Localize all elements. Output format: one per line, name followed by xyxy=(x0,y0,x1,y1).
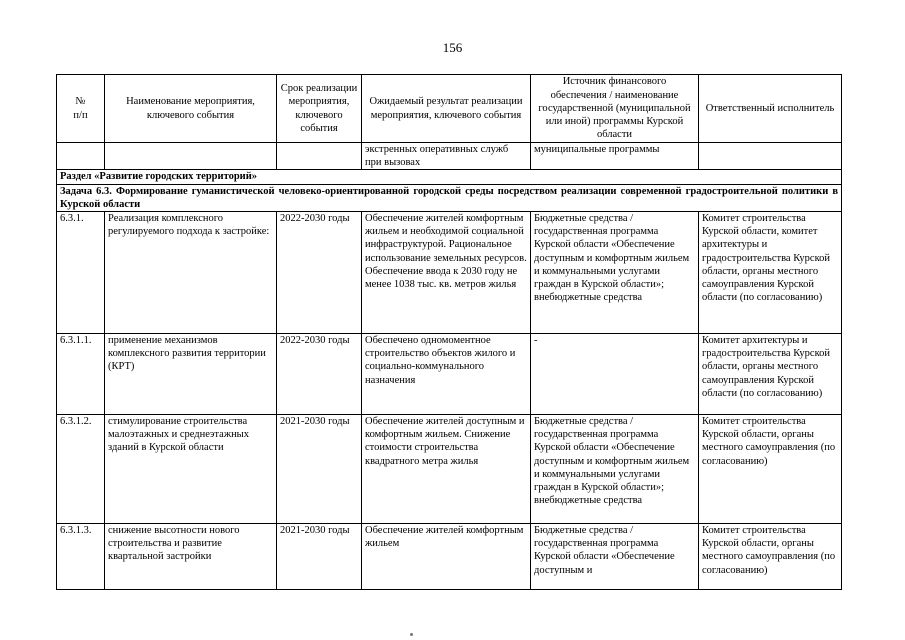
row-name: стимулирование строительства малоэтажных и среднеэтажных зданий в Курской области xyxy=(105,415,277,524)
header-num: № п/п xyxy=(57,75,105,143)
task-row xyxy=(57,184,842,211)
section-title: Раздел «Развитие городских территорий» xyxy=(57,170,842,184)
header-source: Источник финансового обеспечения / наименование государственной (муниципальной или иной) программы Курской области xyxy=(531,75,699,143)
row-source: Бюджетные средства / государственная программа Курской области «Обеспечение доступным и xyxy=(531,524,699,590)
row-name: Реализация комплексного регулируемого подхода к застройке: xyxy=(105,212,277,334)
continued-result: экстренных оперативных служб при вызовах xyxy=(362,143,531,170)
header-responsible: Ответственный исполнитель xyxy=(699,75,842,143)
row-number: 6.3.1.1. xyxy=(57,334,105,415)
row-term: 2022-2030 годы xyxy=(277,212,362,334)
continued-row xyxy=(57,143,842,170)
row-number: 6.3.1. xyxy=(57,212,105,334)
table-row xyxy=(57,415,842,524)
header-term: Срок реализации мероприятия, ключевого события xyxy=(277,75,362,143)
row-result: Обеспечено одномоментное строительство объектов жилого и социально-коммунального назначения xyxy=(362,334,531,415)
row-source: - xyxy=(531,334,699,415)
measures-table xyxy=(56,74,842,590)
table-row xyxy=(57,212,842,334)
table-header-row xyxy=(57,75,842,143)
row-result: Обеспечение жителей комфортным жильем и необходимой социальной инфраструктурой. Рациональное использование земельных ресурсов. Обеспечение ввода к 2030 году не менее 1038 тыс. кв. метров жилья xyxy=(362,212,531,334)
header-name: Наименование мероприятия, ключевого события xyxy=(105,75,277,143)
row-term: 2021-2030 годы xyxy=(277,524,362,590)
header-result: Ожидаемый результат реализации мероприятия, ключевого события xyxy=(362,75,531,143)
task-title: Задача 6.3. Формирование гуманистической человеко-ориентированной городской среды посредством реализации современной градостроительной политики в Курской области xyxy=(57,184,842,211)
row-term: 2021-2030 годы xyxy=(277,415,362,524)
row-term: 2022-2030 годы xyxy=(277,334,362,415)
row-result: Обеспечение жителей комфортным жильем xyxy=(362,524,531,590)
row-responsible: Комитет архитектуры и градостроительства Курской области, органы местного самоуправления Курской области (по согласованию) xyxy=(699,334,842,415)
row-name: снижение высотности нового строительства и развитие квартальной застройки xyxy=(105,524,277,590)
continued-source: муниципальные программы xyxy=(531,143,699,170)
page-number: 156 xyxy=(442,40,463,55)
row-result: Обеспечение жителей доступным и комфортным жильем. Снижение стоимости строительства квадратного метра жилья xyxy=(362,415,531,524)
table-row xyxy=(57,524,842,590)
row-responsible: Комитет строительства Курской области, органы местного самоуправления (по согласованию) xyxy=(699,415,842,524)
row-number: 6.3.1.3. xyxy=(57,524,105,590)
table-row xyxy=(57,334,842,415)
row-responsible: Комитет строительства Курской области, комитет архитектуры и градостроительства Курской области, органы местного самоуправления Курской области (по согласованию) xyxy=(699,212,842,334)
row-number: 6.3.1.2. xyxy=(57,415,105,524)
scan-speck xyxy=(410,633,413,636)
section-row xyxy=(57,170,842,184)
row-responsible: Комитет строительства Курской области, органы местного самоуправления (по согласованию) xyxy=(699,524,842,590)
row-source: Бюджетные средства / государственная программа Курской области «Обеспечение доступным и комфортным жильем и коммунальными услугами граждан в Курской области»; внебюджетные средства xyxy=(531,415,699,524)
row-source: Бюджетные средства / государственная программа Курской области «Обеспечение доступным и комфортным жильем и коммунальными услугами граждан в Курской области»; внебюджетные средства xyxy=(531,212,699,334)
row-name: применение механизмов комплексного развития территории (КРТ) xyxy=(105,334,277,415)
